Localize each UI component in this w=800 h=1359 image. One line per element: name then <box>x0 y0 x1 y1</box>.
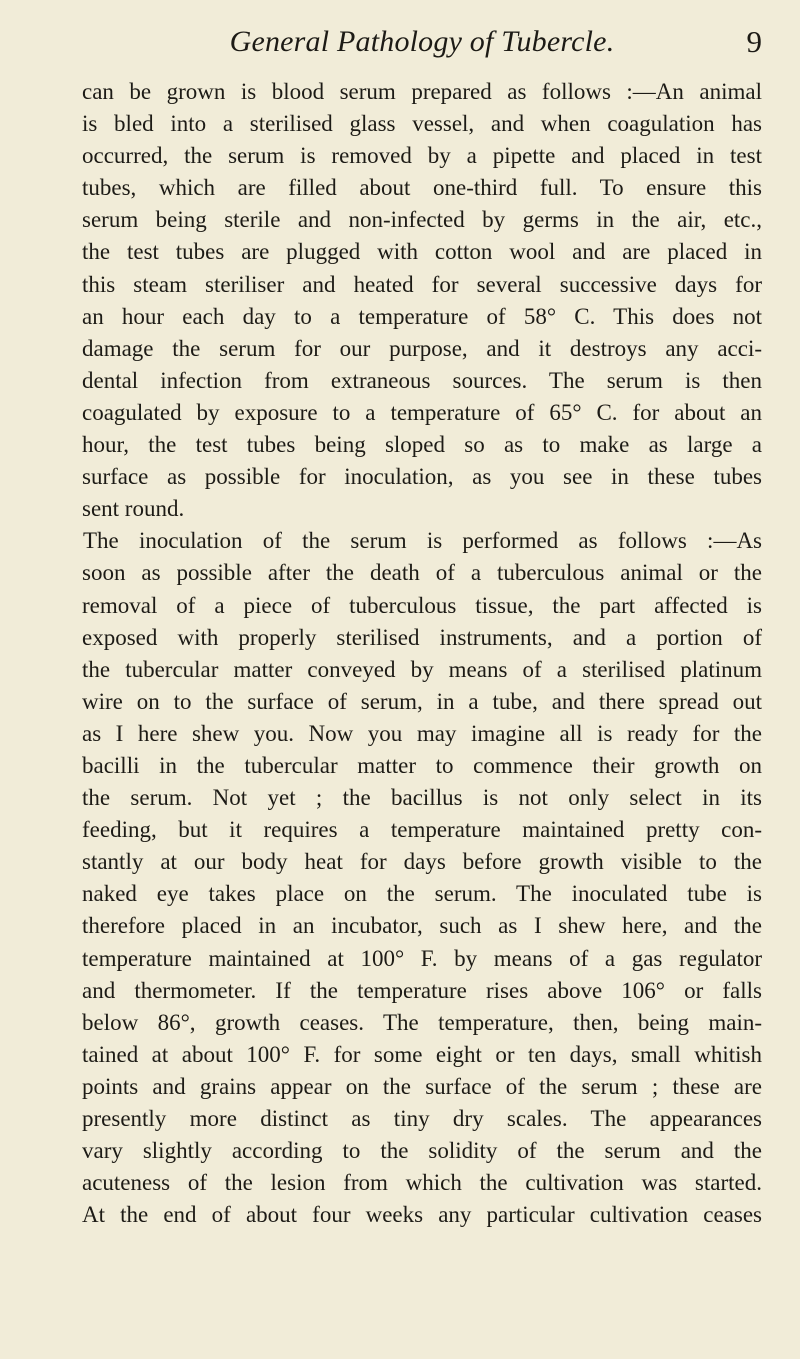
text-line: temperature maintained at 100° F. by means of a gas regulator <box>82 945 762 971</box>
text-line: At the end of about four weeks any particular cultivation ceases <box>82 1202 762 1228</box>
running-title: General Pathology of Tubercle. <box>229 25 615 58</box>
text-line: The inoculation of the serum is performed as follows :—As <box>83 528 762 554</box>
body-text <box>82 76 762 1231</box>
text-line: points and grains appear on the surface of the serum ; these are <box>82 1073 762 1099</box>
text-line: coagulated by exposure to a temperature of 65° C. for about an <box>82 399 762 425</box>
text-line: presently more distinct as tiny dry scales. The appearances <box>82 1106 762 1131</box>
text-line: can be grown is blood serum prepared as follows :—An animal <box>82 79 762 104</box>
text-line: soon as possible after the death of a tuberculous animal or the <box>82 560 762 586</box>
text-line: dental infection from extraneous sources. The serum is then <box>82 367 762 393</box>
text-line: exposed with properly sterilised instruments, and a portion of <box>82 624 762 650</box>
text-line: stantly at our body heat for days before growth visible to the <box>82 849 762 875</box>
text-line: an hour each day to a temperature of 58° C. This does not <box>82 303 762 329</box>
text-line: feeding, but it requires a temperature maintained pretty con- <box>82 817 762 843</box>
text-line: surface as possible for inoculation, as you see in these tubes <box>82 464 762 490</box>
text-line: tubes, which are filled about one-third full. To ensure this <box>82 175 762 201</box>
text-line: tained at about 100° F. for some eight or ten days, small whitish <box>82 1041 762 1067</box>
text-line: this steam steriliser and heated for several successive days for <box>82 271 762 297</box>
text-line: vary slightly according to the solidity of the serum and the <box>82 1138 762 1164</box>
text-line: occurred, the serum is removed by a pipette and placed in test <box>82 143 762 169</box>
text-line: wire on to the surface of serum, in a tube, and there spread out <box>82 688 762 714</box>
running-head <box>82 22 762 66</box>
text-line: acuteness of the lesion from which the cultivation was started. <box>82 1170 762 1196</box>
text-line: naked eye takes place on the serum. The inoculated tube is <box>82 881 762 907</box>
text-line: is bled into a sterilised glass vessel, and when coagulation has <box>82 111 762 137</box>
text-line: and thermometer. If the temperature rises above 106° or falls <box>82 977 762 1003</box>
text-line: bacilli in the tubercular matter to commence their growth on <box>82 752 762 778</box>
text-line: the tubercular matter conveyed by means of a sterilised platinum <box>82 656 762 682</box>
text-line: therefore placed in an incubator, such as I shew here, and the <box>82 913 762 939</box>
text-line: hour, the test tubes being sloped so as to make as large a <box>82 432 762 458</box>
text-line: the test tubes are plugged with cotton wool and are placed in <box>82 239 762 265</box>
text-line: damage the serum for our purpose, and it destroys any acci- <box>82 335 762 361</box>
text-line: removal of a piece of tuberculous tissue, the part affected is <box>82 592 762 618</box>
text-line: serum being sterile and non-infected by germs in the air, etc., <box>82 207 762 233</box>
text-line: as I here shew you. Now you may imagine all is ready for the <box>82 720 762 746</box>
text-line: below 86°, growth ceases. The temperature, then, being main- <box>82 1009 762 1035</box>
text-line: the serum. Not yet ; the bacillus is not only select in its <box>82 785 762 811</box>
text-line: sent round. <box>82 496 185 522</box>
page-number: 9 <box>746 24 762 59</box>
